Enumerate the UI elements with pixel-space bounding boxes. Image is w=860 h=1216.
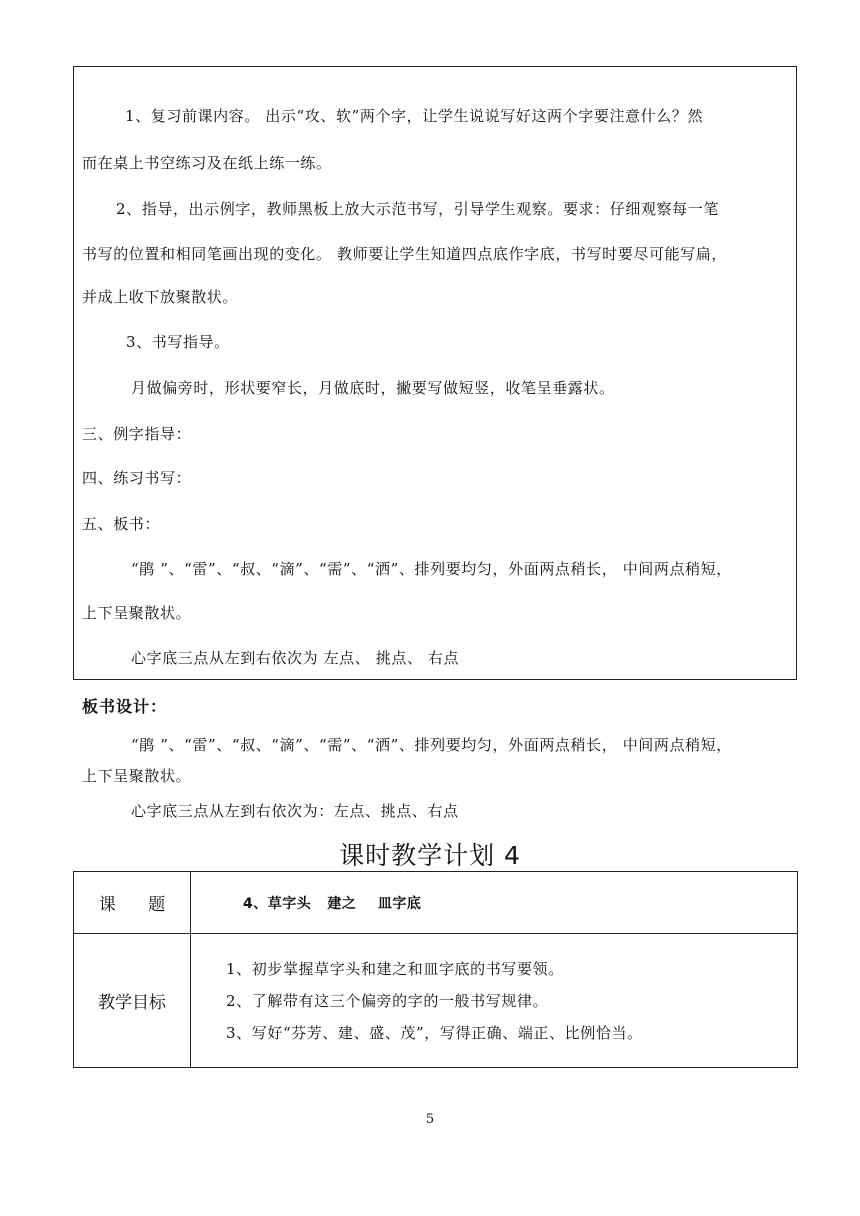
goal-item-3: 3、写好“芬芳、建、盛、茂”，写得正确、端正、比例恰当。 bbox=[226, 1023, 643, 1042]
process-line-7: 月做偏旁时，形状要窄长，月做底时，撇要写做短竖，收笔呈垂露状。 bbox=[131, 379, 615, 397]
goal-item-1: 1、初步掌握草字头和建之和皿字底的书写要领。 bbox=[226, 959, 564, 978]
board-design-line-3: 心字底三点从左到右依次为：左点、挑点、右点 bbox=[131, 802, 459, 820]
page-number: 5 bbox=[425, 1112, 435, 1127]
goals-cell bbox=[191, 934, 798, 1068]
section-blackboard: 五、板书： bbox=[82, 515, 161, 533]
board-design-heading: 板书设计： bbox=[82, 697, 168, 716]
process-line-6: 3、书写指导。 bbox=[126, 333, 230, 351]
lesson-plan-table bbox=[73, 871, 798, 1068]
process-line-13: 心字底三点从左到右依次为 左点、 挑点、 右点 bbox=[131, 649, 460, 667]
process-line-3: 2、指导，出示例字，教师黑板上放大示范书写，引导学生观察。要求：仔细观察每一笔 bbox=[116, 200, 719, 218]
topic-value: 4、草字头 建之 皿字底 bbox=[191, 872, 798, 934]
goals-label: 教学目标 bbox=[74, 934, 191, 1068]
goals-row bbox=[74, 934, 798, 1068]
process-line-1: 1、复习前课内容。 出示“攻、软”两个字，让学生说说写好这两个字要注意什么？然 bbox=[125, 107, 704, 125]
goal-item-2: 2、了解带有这三个偏旁的字的一般书写规律。 bbox=[226, 991, 549, 1010]
process-line-11: “鹃 ”、“雷”、“叔、“滴”、“需”、“洒”、排列要均匀，外面两点稍长， 中间两点稍短， bbox=[131, 560, 732, 578]
board-design-line-1: “鹃 ”、“雷”、“叔、“滴”、“需”、“洒”、排列要均匀，外面两点稍长， 中间两点稍短， bbox=[131, 736, 732, 754]
process-line-12: 上下呈聚散状。 bbox=[82, 604, 192, 622]
topic-row bbox=[74, 872, 798, 934]
board-design-line-2: 上下呈聚散状。 bbox=[82, 767, 192, 785]
process-line-4: 书写的位置和相同笔画出现的变化。 教师要让学生知道四点底作字底，书写时要尽可能写扁， bbox=[82, 245, 727, 263]
section-example-guidance: 三、例字指导： bbox=[82, 425, 192, 443]
section-practice-writing: 四、练习书写： bbox=[82, 469, 192, 487]
process-line-5: 并成上收下放聚散状。 bbox=[82, 288, 239, 306]
process-line-2: 而在桌上书空练习及在纸上练一练。 bbox=[82, 154, 332, 172]
plan-title: 课时教学计划 4 bbox=[339, 841, 521, 870]
topic-label: 课 题 bbox=[74, 872, 191, 934]
